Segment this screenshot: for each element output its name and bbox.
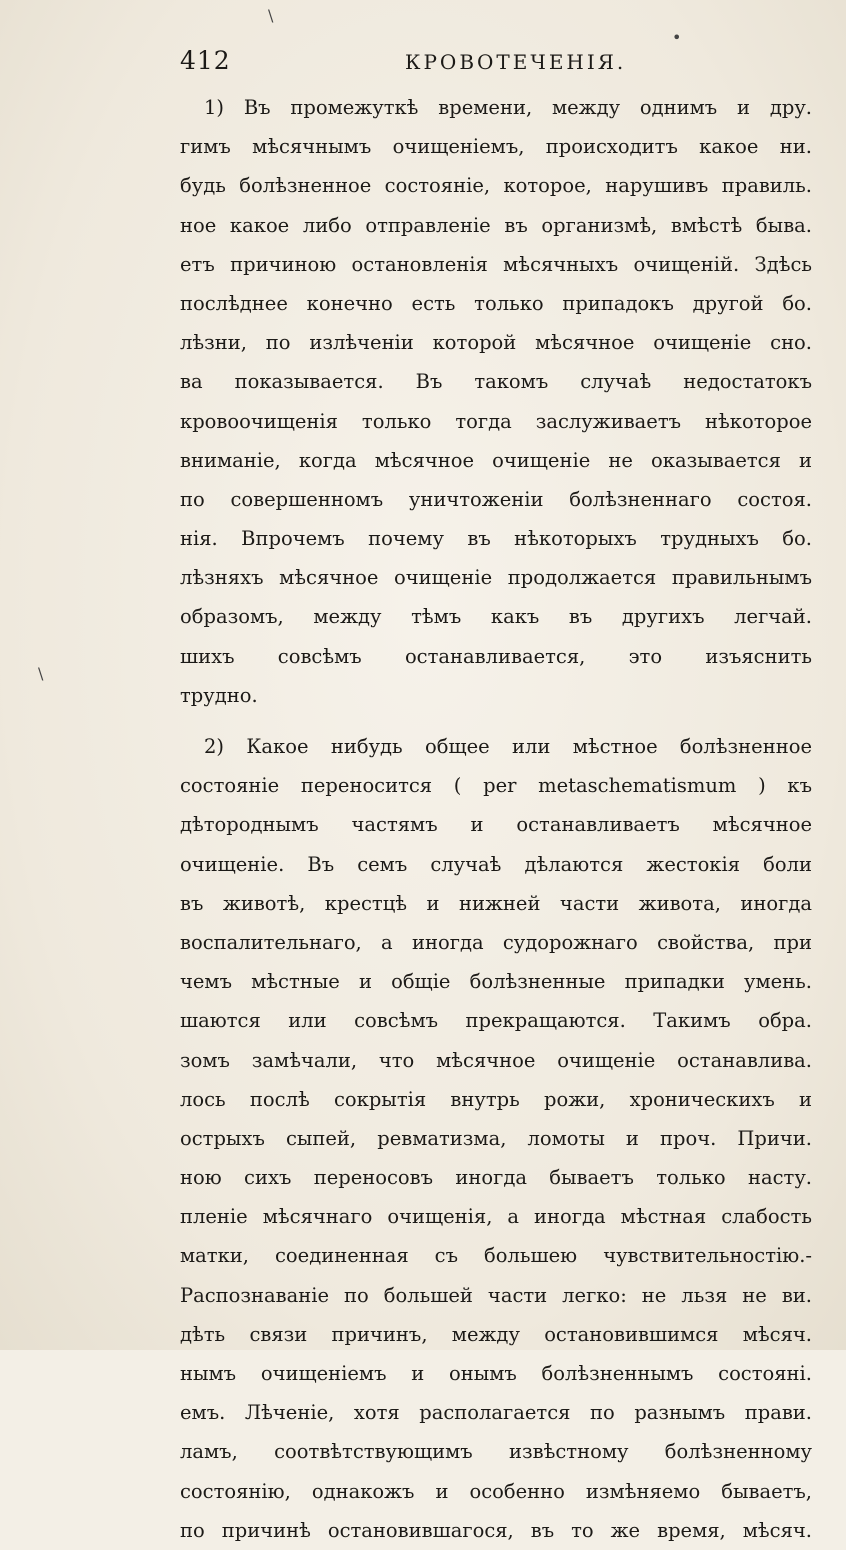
text-line: Распознаваніе по большей части легко: не льзя не ви.	[180, 1283, 812, 1307]
text-line: состояніе переносится ( per metaschematismum ) къ	[180, 774, 812, 798]
text-line: лѣзни, по излѣченіи которой мѣсячное очищеніе сно.	[180, 331, 812, 355]
text-line: воспалительнаго, а иногда судорожнаго свойства, при	[180, 930, 812, 954]
text-line: гимъ мѣсячнымъ очищеніемъ, происходитъ какое ни.	[180, 135, 812, 159]
text-line: ва показывается. Въ такомъ случаѣ недостатокъ	[180, 370, 812, 394]
text-line: ламъ, соотвѣтствующимъ извѣстному болѣзненному	[180, 1440, 812, 1464]
text-line: пленіе мѣсячнаго очищенія, а иногда мѣстная слабость	[180, 1205, 812, 1229]
page-number: 412	[180, 46, 231, 75]
text-line: шаются или совсѣмъ прекращаются. Такимъ обра.	[180, 1009, 812, 1033]
paragraph-gap	[180, 715, 812, 727]
paragraph-1	[180, 88, 812, 715]
text-line: очищеніе. Въ семъ случаѣ дѣлаются жестокія боли	[180, 852, 812, 876]
page-header	[180, 44, 806, 80]
text-line: лось послѣ сокрытія внутрь рожи, хроническихъ и	[180, 1087, 812, 1111]
running-head: КРОВОТЕЧЕНІЯ.	[405, 50, 627, 74]
text-line: нымъ очищеніемъ и онымъ болѣзненнымъ состояні.	[180, 1362, 812, 1385]
body-text	[180, 88, 812, 1550]
text-line: дѣтороднымъ частямъ и останавливаетъ мѣсячное	[180, 813, 812, 837]
text-line: послѣднее конечно есть только припадокъ другой бо.	[180, 291, 812, 315]
text-line: состоянію, однакожъ и особенно измѣняемо бываетъ,	[180, 1479, 812, 1503]
text-line: етъ причиною остановленія мѣсячныхъ очищеній. Здѣсь	[180, 252, 812, 276]
text-line: образомъ, между тѣмъ какъ въ другихъ легчай.	[180, 605, 812, 629]
scan-speck: \	[38, 664, 44, 683]
text-line: острыхъ сыпей, ревматизма, ломоты и проч. Причи.	[180, 1126, 812, 1150]
text-line: дѣть связи причинъ, между остановившимся мѣсяч.	[180, 1322, 812, 1346]
text-line: по совершенномъ уничтоженіи болѣзненнаго состоя.	[180, 487, 812, 511]
text-line: ное какое либо отправленіе въ организмѣ, вмѣстѣ быва.	[180, 213, 812, 237]
text-line: емъ. Лѣченіе, хотя располагается по разнымъ прави.	[180, 1401, 812, 1425]
text-line: нія. Впрочемъ почему въ нѣкоторыхъ трудныхъ бо.	[180, 527, 812, 551]
text-line: будь болѣзненное состояніе, которое, нарушивъ правиль.	[180, 174, 812, 198]
text-line: зомъ замѣчали, что мѣсячное очищеніе останавлива.	[180, 1048, 812, 1072]
scan-speck: \	[268, 6, 274, 25]
text-line: матки, соединенная съ большею чувствительностію.-	[180, 1244, 812, 1268]
text-line: ною сихъ переносовъ иногда бываетъ только насту.	[180, 1166, 812, 1190]
text-line: трудно.	[180, 683, 258, 707]
text-line: вниманіе, когда мѣсячное очищеніе не оказывается и	[180, 448, 812, 472]
scan-speck: •	[672, 28, 682, 47]
paragraph-2	[180, 727, 812, 1550]
text-line: по причинѣ остановившагося, въ то же время, мѣсяч.	[180, 1518, 812, 1542]
text-line: кровоочищенія только тогда заслуживаетъ нѣкоторое	[180, 409, 812, 433]
text-line: 2) Какое нибудь общее или мѣстное болѣзненное	[204, 735, 812, 758]
text-line: шихъ совсѣмъ останавливается, это изъяснить	[180, 644, 812, 668]
text-line: въ животѣ, крестцѣ и нижней части живота, иногда	[180, 891, 812, 915]
text-line: 1) Въ промежуткѣ времени, между однимъ и дру.	[204, 96, 812, 119]
text-line: чемъ мѣстные и общіе болѣзненные припадки умень.	[180, 970, 812, 994]
text-line: лѣзняхъ мѣсячное очищеніе продолжается правильнымъ	[180, 566, 812, 590]
